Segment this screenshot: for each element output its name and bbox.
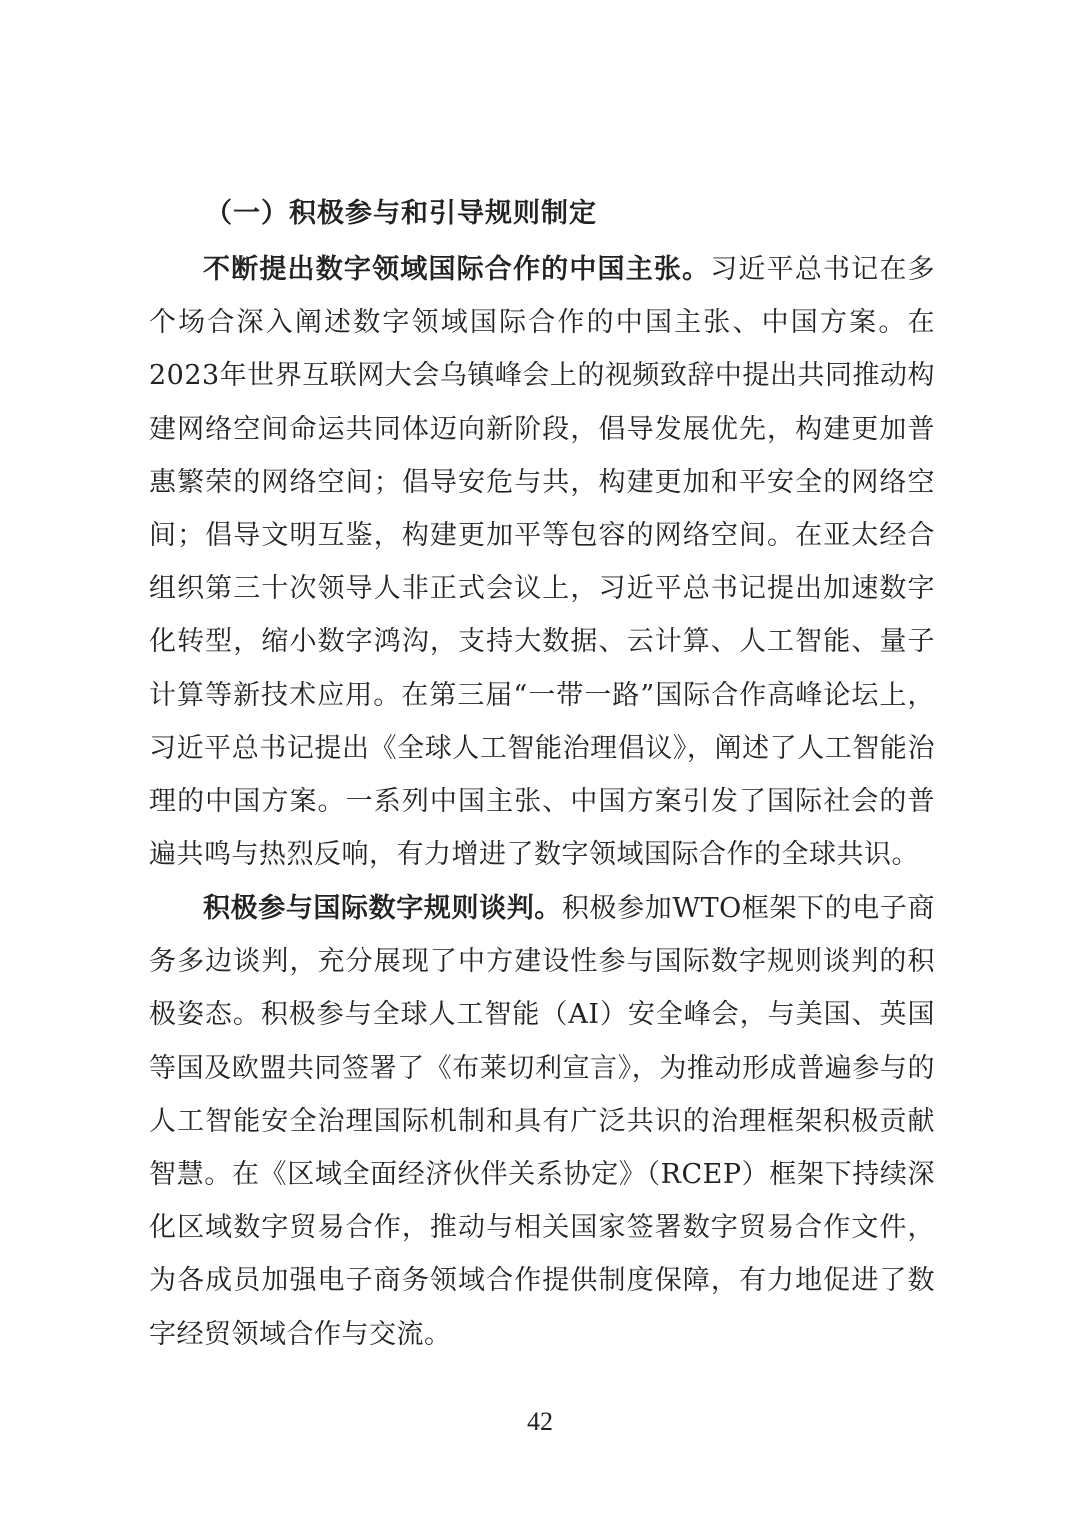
paragraph-body: 积极参加WTO框架下的电子商务多边谈判，充分展现了中方建设性参与国际数字规则谈判的积极姿态。积极参与全球人工智能（AI）安全峰会，与美国、英国等国及欧盟共同签署了《布莱切利宣言》，为推动形成普遍参与的人工智能安全治理国际机制和具有广泛共识的治理框架积极贡献智慧。在《区域全面经济伙伴关系协定》（RCEP）框架下持续深化区域数字贸易合作，推动与相关国家签署数字贸易合作文件，为各成员加强电子商务领域合作提供制度保障，有力地促进了数字经贸领域合作与交流。 [149, 893, 935, 1350]
paragraph-lead: 积极参与国际数字规则谈判。 [203, 893, 562, 924]
paragraph-lead: 不断提出数字领域国际合作的中国主张。 [203, 254, 711, 285]
paragraph-chinese-proposals [149, 243, 935, 881]
paragraph-body: 习近平总书记在多个场合深入阐述数字领域国际合作的中国主张、中国方案。在2023年世界互联网大会乌镇峰会上的视频致辞中提出共同推动构建网络空间命运共同体迈向新阶段，倡导发展优先，构建更加普惠繁荣的网络空间；倡导安危与共，构建更加和平安全的网络空间；倡导文明互鉴，构建更加平等包容的网络空间。在亚太经合组织第三十次领导人非正式会议上，习近平总书记提出加速数字化转型，缩小数字鸿沟，支持大数据、云计算、人工智能、量子计算等新技术应用。在第三届“一带一路”国际合作高峰论坛上，习近平总书记提出《全球人工智能治理倡议》，阐述了人工智能治理的中国方案。一系列中国主张、中国方案引发了国际社会的普遍共鸣与热烈反响，有力增进了数字领域国际合作的全球共识。 [149, 254, 936, 871]
page-number: 42 [527, 1407, 553, 1436]
section-heading: （一）积极参与和引导规则制定 [205, 198, 597, 229]
paragraph-digital-rules-negotiation [149, 882, 935, 1361]
